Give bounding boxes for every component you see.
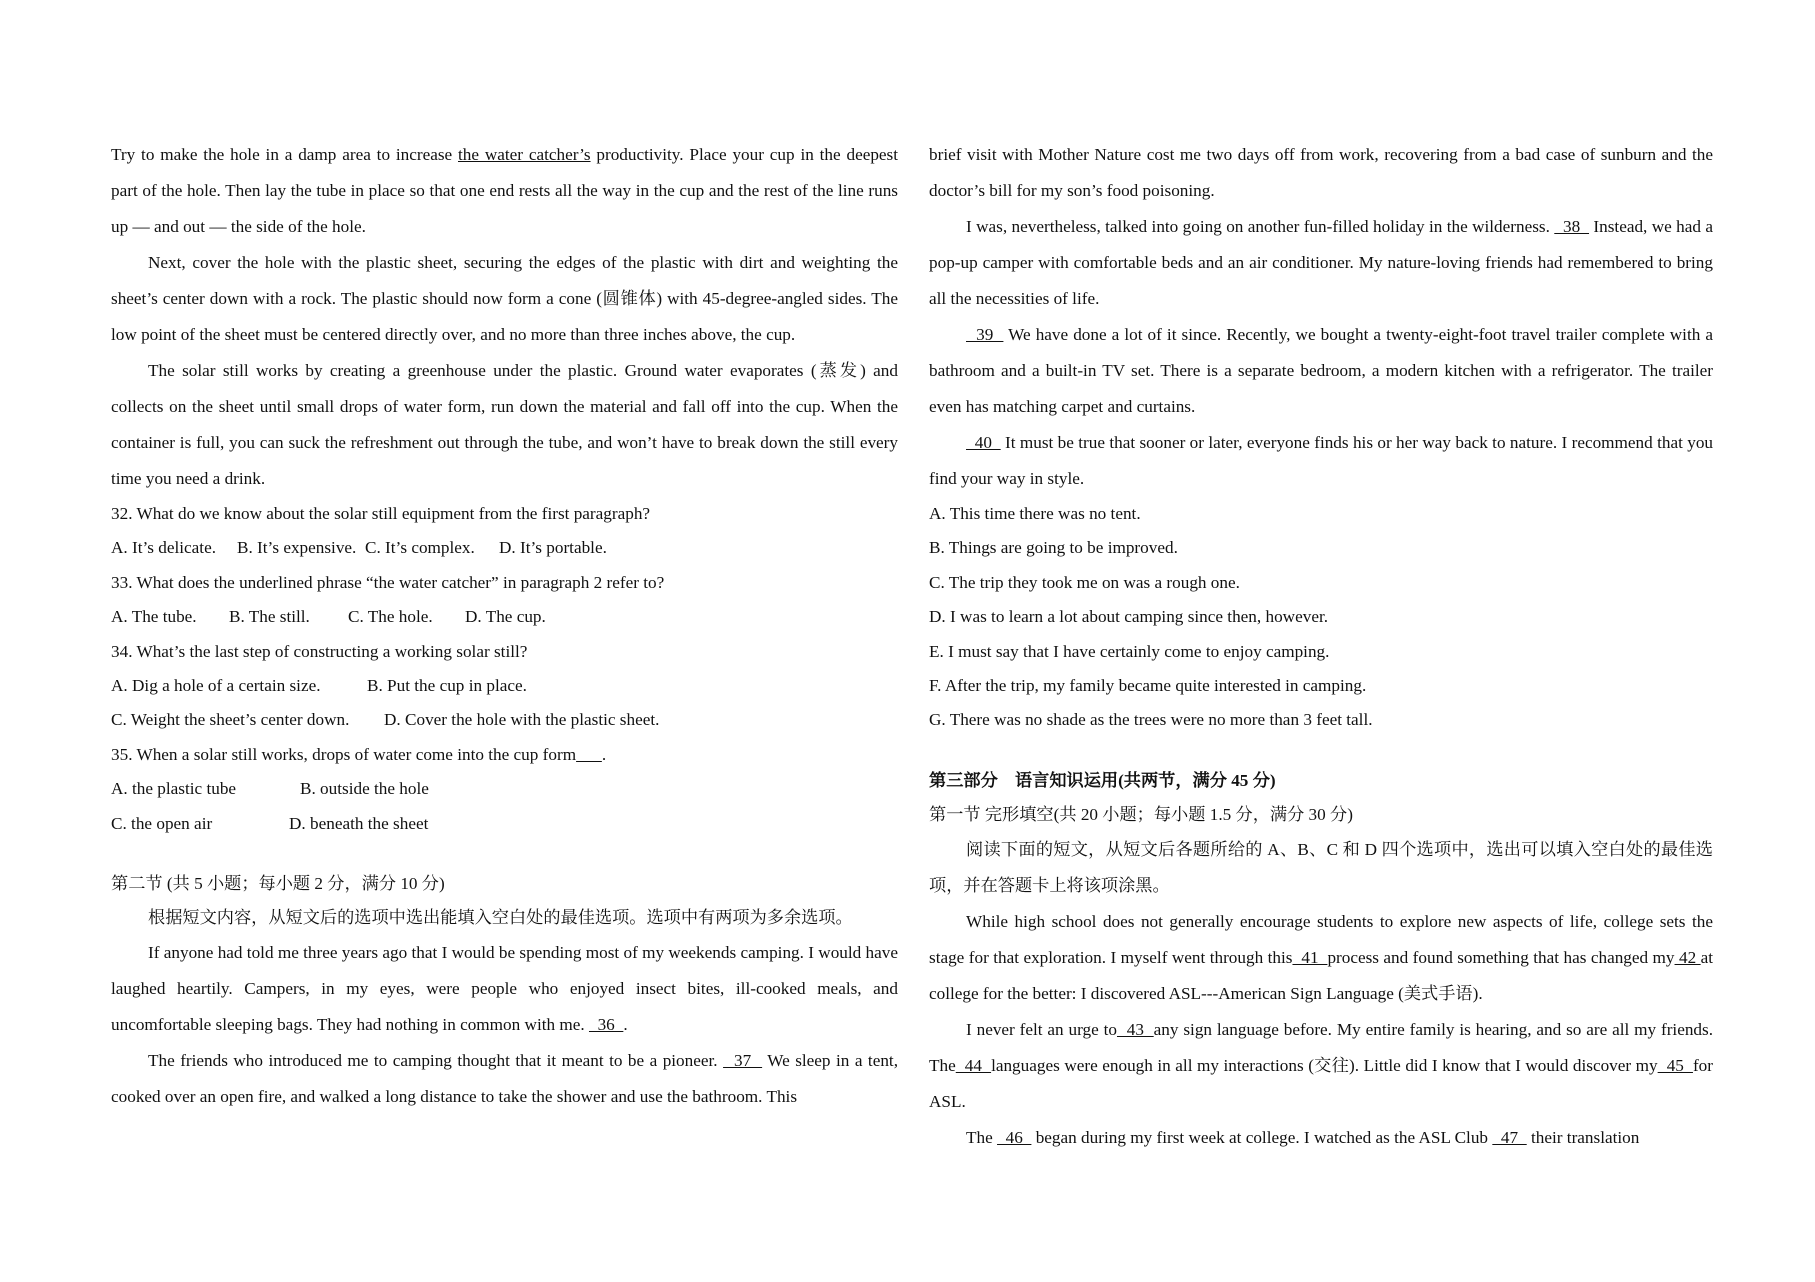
passage-paragraph: I never felt an urge to 43 any sign language before. My entire family is hearing, and so are all my friends. The 44 languages were enough in all my interactions (交往). Little did I know that I would discover my 45 for ASL. bbox=[929, 1019, 1713, 1111]
option-g: G. There was no shade as the trees were no more than 3 feet tall. bbox=[929, 710, 1373, 730]
passage-paragraph: Try to make the hole in a damp area to increase the water catcher’s productivity. Place your cup in the deepest part of the hole. Then lay the tube in place so that one end rests all the way in the cup and the rest of the line runs up — and out — the side of the hole. bbox=[111, 145, 899, 236]
blank-46: 46 bbox=[997, 1127, 1032, 1147]
section-1-title: 第一节 完形填空(共 20 小题；每小题 1.5 分，满分 30 分) bbox=[929, 804, 1353, 824]
passage-paragraph: brief visit with Mother Nature cost me two days off from work, recovering from a bad case of sunburn and the doctor’s bill for my son’s food poisoning. bbox=[929, 145, 1713, 200]
option-d: D. beneath the sheet bbox=[289, 813, 429, 833]
question-35-options bbox=[111, 772, 898, 806]
option-a: A. the plastic tube bbox=[111, 779, 237, 799]
option-c: C. It’s complex. bbox=[365, 538, 475, 558]
passage-paragraph: Next, cover the hole with the plastic sheet, securing the edges of the plastic with dirt and weighting the sheet’s center down with a rock. The plastic should now form a cone (圆锥体) with 45-degree-angled sides. The low point of the sheet must be centered directly over, and no more than three inches above, the cup. bbox=[111, 253, 898, 344]
section-2-instructions: 根据短文内容，从短文后的选项中选出能填入空白处的最佳选项。选项中有两项为多余选项。 bbox=[148, 908, 853, 928]
underlined-phrase: the water catcher’s bbox=[458, 145, 591, 164]
blank-38: 38 bbox=[1554, 217, 1590, 236]
passage-paragraph: The solar still works by creating a greenhouse under the plastic. Ground water evaporates (蒸发) and collects on the sheet until small drops of water form, run down the material and fall off into the cup. When the container is full, you can suck the refreshment out through the tube, and won’t have to break down the still every time you need a drink. bbox=[111, 361, 898, 488]
option-c: C. The trip they took me on was a rough one. bbox=[929, 572, 1240, 592]
passage-paragraph: If anyone had told me three years ago that I would be spending most of my weekends camping. I would have laughed heartily. Campers, in my eyes, were people who enjoyed insect bites, ill-cooked meals, and uncomfortable sleeping bags. They had nothing in common with me. 36 . bbox=[111, 943, 898, 1035]
option-d: D. I was to learn a lot about camping since then, however. bbox=[929, 607, 1329, 627]
blank-44: 44 bbox=[955, 1055, 992, 1075]
blank-40: 40 bbox=[966, 433, 1001, 452]
question-34: 34. What’s the last step of constructing a working solar still? bbox=[111, 641, 528, 661]
section-1-instructions: 阅读下面的短文，从短文后各题所给的 A、B、C 和 D 四个选项中，选出可以填入空白处的最佳选项，并在答题卡上将该项涂黑。 bbox=[929, 839, 1713, 895]
passage-paragraph: The friends who introduced me to camping thought that it meant to be a pioneer. 37 We sleep in a tent, cooked over an open fire, and walked a long distance to take the shower and use the bathroom. This bbox=[111, 1051, 898, 1107]
option-b: B. The still. bbox=[229, 607, 310, 627]
option-f: F. After the trip, my family became quite interested in camping. bbox=[929, 676, 1367, 696]
option-b: B. Things are going to be improved. bbox=[929, 538, 1178, 558]
option-c: C. the open air bbox=[111, 813, 213, 833]
question-35-options bbox=[111, 807, 898, 841]
option-d: D. Cover the hole with the plastic sheet. bbox=[384, 710, 660, 730]
option-e: E. I must say that I have certainly come to enjoy camping. bbox=[929, 641, 1330, 661]
blank-45: 45 bbox=[1657, 1055, 1693, 1075]
question-32: 32. What do we know about the solar still equipment from the first paragraph? bbox=[111, 504, 651, 523]
question-33-options bbox=[111, 600, 898, 634]
part-3-title: 第三部分 语言知识运用(共两节，满分 45 分) bbox=[929, 770, 1276, 790]
option-d: D. It’s portable. bbox=[499, 538, 607, 558]
option-d: D. The cup. bbox=[465, 607, 546, 627]
blank-43: 43 bbox=[1116, 1019, 1154, 1039]
question-35: 35. When a solar still works, drops of water come into the cup form . bbox=[111, 744, 607, 764]
option-c: C. The hole. bbox=[348, 607, 433, 627]
option-a: A. The tube. bbox=[111, 607, 197, 627]
left-column bbox=[111, 137, 898, 1115]
section-2-title: 第二节 (共 5 小题；每小题 2 分，满分 10 分) bbox=[111, 874, 445, 894]
question-34-options bbox=[111, 703, 898, 737]
option-a: A. Dig a hole of a certain size. bbox=[111, 676, 321, 696]
passage-paragraph: I was, nevertheless, talked into going on another fun-filled holiday in the wilderness. 38 Instead, we had a pop-up camper with comfortable beds and an air conditioner. My nature-loving friends had remembered to bring all the necessities of life. bbox=[929, 217, 1713, 308]
option-b: B. outside the hole bbox=[300, 779, 429, 799]
answer-blank bbox=[576, 745, 602, 764]
passage-paragraph: While high school does not generally encourage students to explore new aspects of life, college sets the stage for that exploration. I myself went through this 41 process and found something that has changed my 42 at college for the better: I discovered ASL---American Sign Language (美式手语). bbox=[929, 911, 1714, 1003]
section-gap bbox=[929, 738, 1713, 764]
blank-47: 47 bbox=[1492, 1127, 1527, 1147]
blank-42: 42 bbox=[1674, 947, 1701, 967]
option-a: A. This time there was no tent. bbox=[929, 504, 1141, 523]
option-a: A. It’s delicate. bbox=[111, 538, 216, 558]
passage-paragraph: The 46 began during my first week at college. I watched as the ASL Club 47 their translation bbox=[966, 1127, 1640, 1147]
question-33: 33. What does the underlined phrase “the water catcher” in paragraph 2 refer to? bbox=[111, 572, 665, 592]
question-32-options bbox=[111, 531, 898, 565]
question-34-options bbox=[111, 669, 898, 703]
right-column bbox=[929, 137, 1713, 1156]
passage-paragraph: 40 It must be true that sooner or later, everyone finds his or her way back to nature. I recommend that you find your way in style. bbox=[929, 433, 1714, 488]
blank-36: 36 bbox=[588, 1015, 624, 1035]
passage-paragraph: 39 We have done a lot of it since. Recently, we bought a twenty-eight-foot travel trailer complete with a bathroom and a built-in TV set. There is a separate bedroom, a modern kitchen with a refrigerator. The trailer even has matching carpet and curtains. bbox=[929, 325, 1713, 416]
blank-37: 37 bbox=[723, 1051, 763, 1071]
blank-39: 39 bbox=[966, 325, 1004, 344]
option-b: B. Put the cup in place. bbox=[367, 676, 527, 696]
option-c: C. Weight the sheet’s center down. bbox=[111, 710, 350, 730]
blank-41: 41 bbox=[1292, 947, 1328, 967]
option-b: B. It’s expensive. bbox=[237, 538, 357, 558]
section-gap bbox=[111, 841, 898, 867]
